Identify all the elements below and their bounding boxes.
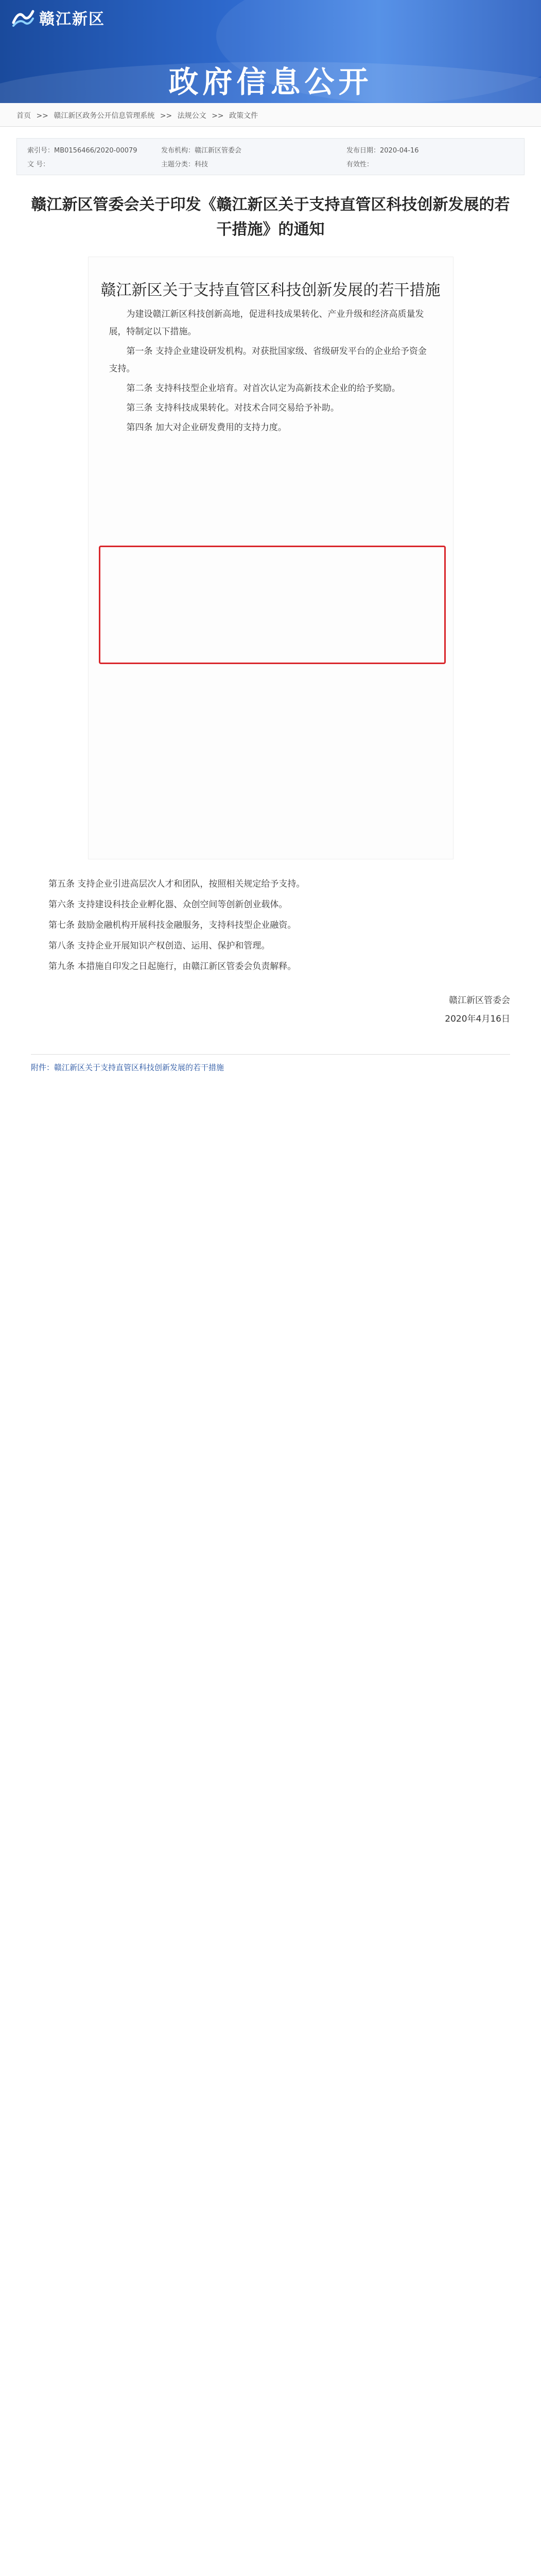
signature-org: 赣江新区管委会 <box>449 995 510 1006</box>
breadcrumb <box>0 103 541 127</box>
signature-block <box>31 991 510 1028</box>
scan-paragraph: 第一条 支持企业建设研发机构。对获批国家级、省级研发平台的企业给予资金支持。 <box>109 346 427 374</box>
site-banner <box>0 0 541 103</box>
meta-date: 发布日期：2020-04-16 <box>346 147 419 155</box>
document-scan-image <box>88 257 453 859</box>
scan-paragraph: 为建设赣江新区科技创新高地，促进科技成果转化、产业升级和经济高质量发展，特制定以下措施。 <box>109 309 424 337</box>
meta-doc-no: 文 号： <box>27 161 50 168</box>
breadcrumb-home[interactable]: 首页 <box>16 112 31 120</box>
meta-publisher: 发布机构：赣江新区管委会 <box>161 147 242 155</box>
body-paragraph: 第七条 鼓励金融机构开展科技金融服务，支持科技型企业融资。 <box>48 920 296 930</box>
banner-title: 政府信息公开 <box>168 64 373 99</box>
meta-subject: 主题分类：科技 <box>161 161 208 168</box>
highlight-box <box>99 546 446 664</box>
breadcrumb-separator: >> <box>36 112 48 120</box>
breadcrumb-laws[interactable]: 法规公文 <box>177 112 206 120</box>
meta-validity: 有效性： <box>346 161 374 168</box>
breadcrumb-separator: >> <box>212 112 224 120</box>
scan-paragraph: 第二条 支持科技型企业培育。对首次认定为高新技术企业的给予奖励。 <box>126 383 400 394</box>
logo-text: 赣江新区 <box>39 10 105 28</box>
attachment-link[interactable]: 附件：赣江新区关于支持直管区科技创新发展的若干措施 <box>31 1054 510 1073</box>
meta-index-no: 索引号：MB0156466/2020-00079 <box>27 147 137 155</box>
breadcrumb-policy[interactable]: 政策文件 <box>229 112 258 120</box>
breadcrumb-separator: >> <box>160 112 172 120</box>
breadcrumb-system[interactable]: 赣江新区政务公开信息管理系统 <box>54 112 155 120</box>
scan-paragraph: 第四条 加大对企业研发费用的支持力度。 <box>126 422 287 433</box>
logo-icon <box>11 7 35 28</box>
document-meta <box>16 138 525 175</box>
body-paragraph: 第九条 本措施自印发之日起施行，由赣江新区管委会负责解释。 <box>48 961 296 972</box>
body-paragraph: 第八条 支持企业开展知识产权创造、运用、保护和管理。 <box>48 941 270 951</box>
signature-date: 2020年4月16日 <box>445 1014 510 1024</box>
body-paragraph: 第五条 支持企业引进高层次人才和团队，按照相关规定给予支持。 <box>48 879 305 889</box>
document-body <box>31 875 510 976</box>
body-paragraph: 第六条 支持建设科技企业孵化器、众创空间等创新创业载体。 <box>48 900 288 910</box>
document-title: 赣江新区管委会关于印发《赣江新区关于支持直管区科技创新发展的若干措施》的通知 <box>31 196 510 239</box>
scan-title: 赣江新区关于支持直管区科技创新发展的若干措施 <box>100 281 441 299</box>
site-logo[interactable] <box>11 6 105 29</box>
scan-paragraph: 第三条 支持科技成果转化。对技术合同交易给予补助。 <box>126 403 339 413</box>
